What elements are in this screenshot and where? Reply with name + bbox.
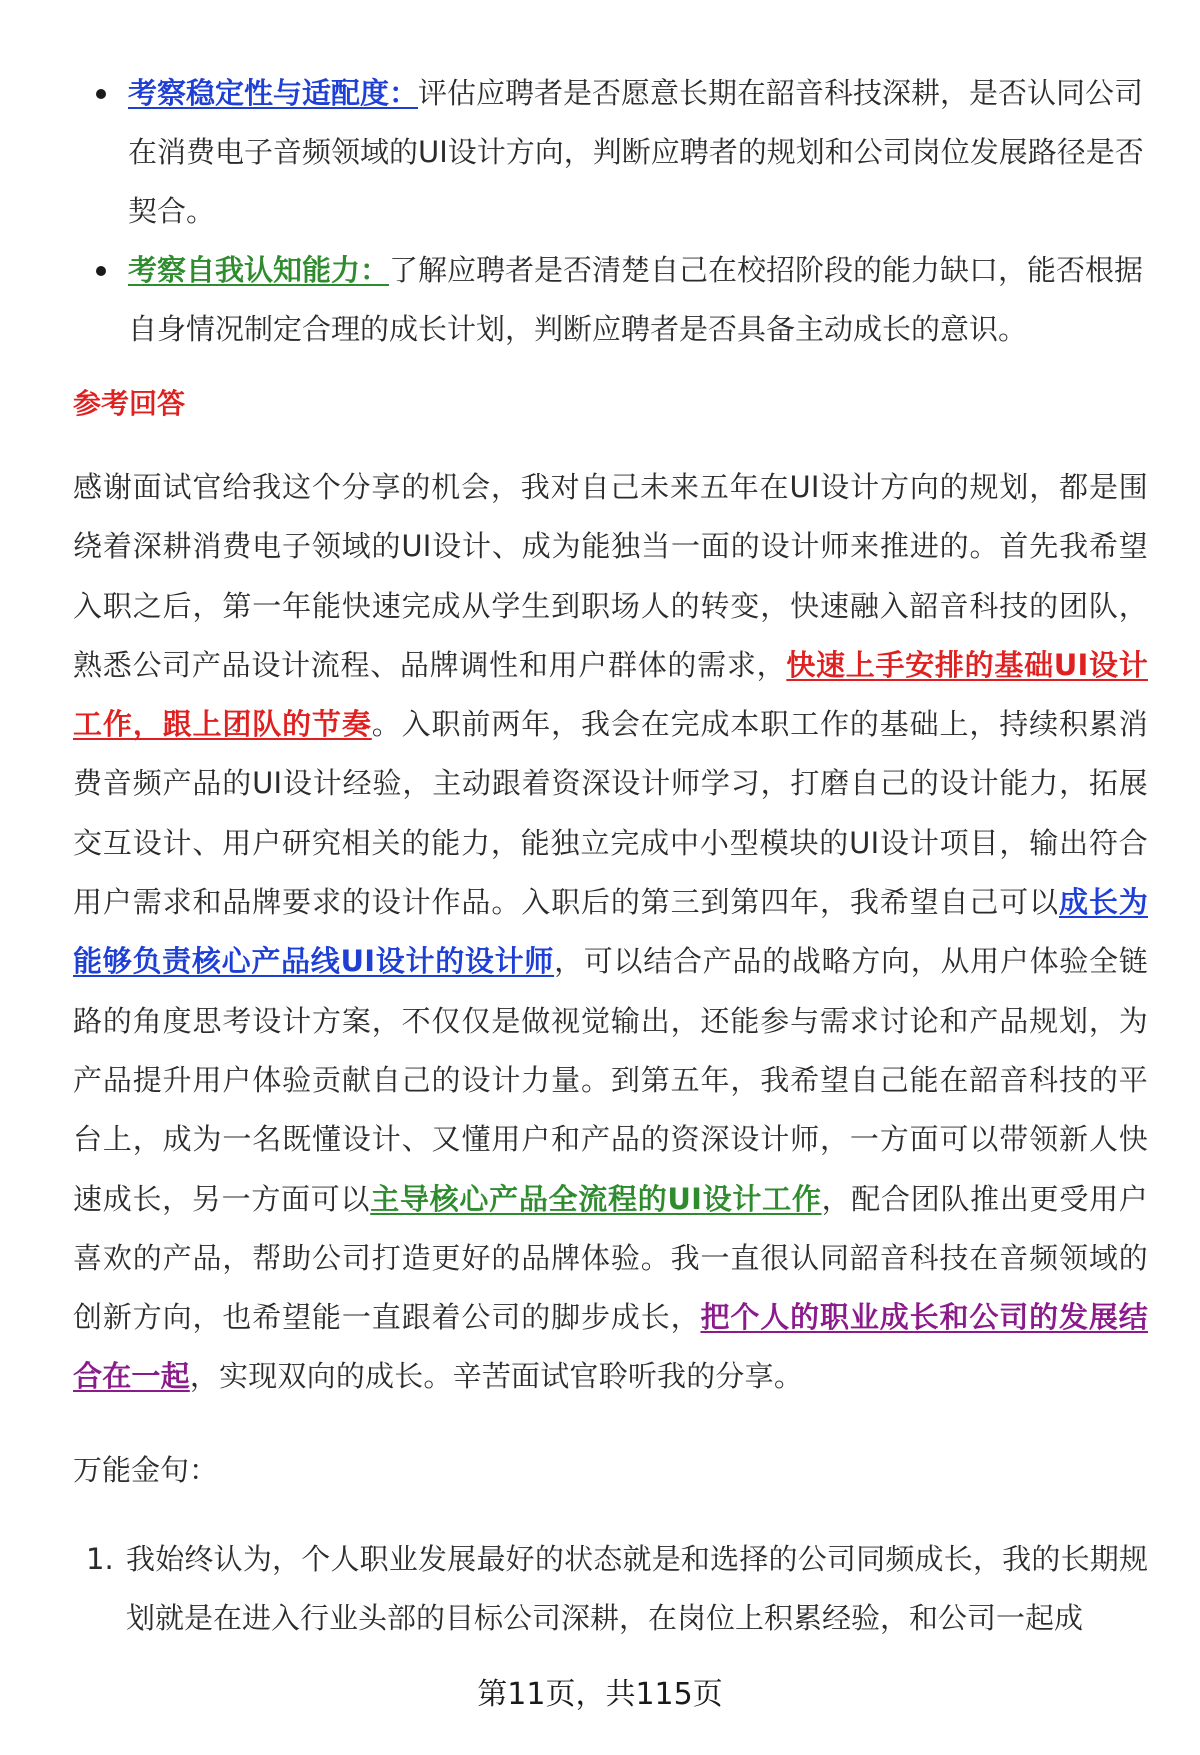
list-item (96, 241, 1146, 359)
answer-highlight: 把个人的职业成长和公司的发展结合在一起 (73, 1300, 1148, 1394)
golden-phrases-list (86, 1530, 1148, 1648)
item-text: 我始终认为，个人职业发展最好的状态就是和选择的公司同频成长，我的长期规划就是在进入行业头部的目标公司深耕，在岗位上积累经验，和公司一起成 (126, 1542, 1148, 1635)
criteria-list (96, 64, 1146, 359)
answer-text: 感谢面试官给我这个分享的机会，我对自己未来五年在UI设计方向的规划，都是围绕着深耕消费电子领域的UI设计、成为能独当一面的设计师来推进的。首先我希望入职之后，第一年能快速完成从学生到职场人的转变，快速融入韶音科技的团队，熟悉公司产品设计流程、品牌调性和用户群体的需求， (73, 470, 1148, 682)
golden-phrases-title: 万能金句： (73, 1453, 219, 1487)
item-number: 1. (86, 1542, 114, 1576)
answer-text: ，实现双向的成长。辛苦面试官聆听我的分享。 (189, 1359, 804, 1394)
criteria-label: 考察稳定性与适配度： (128, 76, 419, 110)
bullet-dot-icon (96, 266, 106, 276)
section-title: 参考回答 (73, 387, 186, 420)
criteria-label: 考察自我认知能力： (128, 253, 390, 287)
answer-highlight: 成长为能够负责核心产品线UI设计的设计师 (73, 885, 1148, 979)
criteria-text: 了解应聘者是否清楚自己在校招阶段的能力缺口，能否根据自身情况制定合理的成长计划，判断应聘者是否具备主动成长的意识。 (128, 253, 1144, 346)
answer-text: ，配合团队推出更受用户喜欢的产品，帮助公司打造更好的品牌体验。我一直很认同韶音科技在音频领域的创新方向，也希望能一直跟着公司的脚步成长， (73, 1181, 1148, 1335)
criteria-text: 评估应聘者是否愿意长期在韶音科技深耕，是否认同公司在消费电子音频领域的UI设计方向，判断应聘者的规划和公司岗位发展路径是否契合。 (128, 76, 1144, 228)
answer-text: ，可以结合产品的战略方向，从用户体验全链路的角度思考设计方案，不仅仅是做视觉输出，还能参与需求讨论和产品规划，为产品提升用户体验贡献自己的设计力量。到第五年，我希望自己能在韶音科技的平台上，成为一名既懂设计、又懂用户和产品的资深设计师，一方面可以带领新人快速成长，另一方面可以 (73, 944, 1148, 1216)
list-item (86, 1530, 1148, 1648)
bullet-dot-icon (96, 89, 106, 99)
reference-answer (73, 458, 1148, 1407)
page-footer: 第11页，共115页 (477, 1677, 723, 1712)
answer-text: 。入职前两年，我会在完成本职工作的基础上，持续积累消费音频产品的UI设计经验，主动跟着资深设计师学习，打磨自己的设计能力，拓展交互设计、用户研究相关的能力，能独立完成中小型模块的UI设计项目，输出符合用户需求和品牌要求的设计作品。入职后的第三到第四年，我希望自己可以 (73, 707, 1148, 920)
answer-highlight: 快速上手安排的基础UI设计工作，跟上团队的节奏 (73, 647, 1148, 742)
list-item (96, 64, 1146, 241)
answer-highlight: 主导核心产品全流程的UI设计工作 (370, 1181, 822, 1216)
